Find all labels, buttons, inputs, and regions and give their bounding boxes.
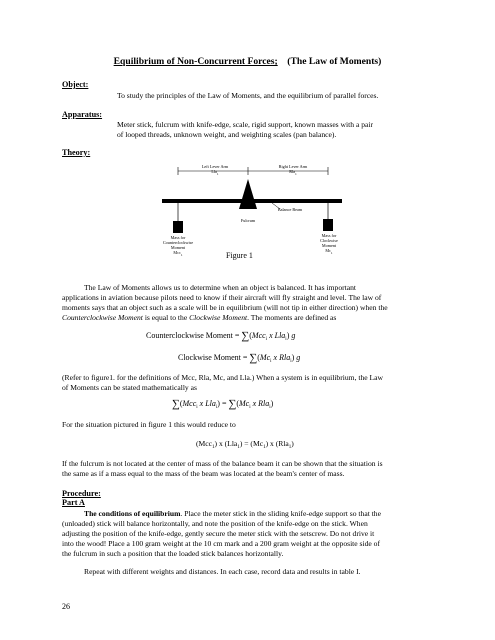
procedure-paragraph-1-line-5: the fulcrum in such a position that the loaded stick balances horizontally.: [62, 549, 284, 558]
procedure-paragraph-1-line-4: into the wood! Place a 100 gram weight at the 10 cm mark and a 200 gram weight at the opposite side of: [62, 539, 381, 548]
equation-clockwise-moment: Clockwise Moment = $\sum(Mc_i$ x Rla$_i$) g: [178, 352, 301, 364]
procedure-paragraph-1-line-1: The conditions of equilibrium. Place the meter stick in the sliding knife-edge support so that the: [84, 509, 381, 518]
theory-paragraph-2-line-1: (Refer to figure1. for the definitions of Mcc, Rla, Mc, and Lla.) When a system is in equilibrium, the Law: [62, 373, 384, 382]
fulcrum-label: Fulcrum: [240, 218, 256, 223]
apparatus-line-2: of looped threads, unknown weight, and weighting scales (pan balance).: [117, 130, 337, 139]
counterclockwise-mass-label: Mass for Counterclockwise Moment Mcc$_1$: [162, 235, 194, 257]
page-number: 26: [62, 602, 70, 611]
title-sub: (The Law of Moments): [287, 56, 382, 67]
equation-law-of-moments: ∑(Mcc$_i$ x $Lla_i) = \sum(Mc_i$ x Rla$_i$): [172, 398, 274, 410]
theory-paragraph-1-line-2: applications in aviation because pilots need to know if their aircraft will fly straight and level. The law of: [62, 293, 382, 302]
left-lever-arm-label: Left Lever Arm Lla$_1$: [201, 164, 229, 176]
fulcrum-triangle: [239, 179, 257, 209]
title-main: Equilibrium of Non-Concurrent Forces;: [113, 56, 278, 67]
equation-figure-case: (Mcc$_1$) x $(Lla_1) = (Mc_1)$ x (Rla$_1$): [196, 439, 294, 450]
figure-caption: Figure 1: [226, 251, 253, 260]
page-title: [0, 56, 495, 67]
apparatus-line-1: Meter stick, fulcrum with knife-edge, scale, rigid support, known masses with a pair: [117, 120, 374, 129]
theory-paragraph-4-line-1: If the fulcrum is not located at the center of mass of the balance beam it can be shown that the situation is: [62, 459, 383, 468]
procedure-paragraph-1-line-3: adjusting the position of the knife-edge, gently secure the meter stick with the setscrew. Do not drive it: [62, 529, 375, 538]
object-heading: Object:: [62, 80, 89, 89]
procedure-heading: Procedure:: [62, 489, 101, 498]
theory-paragraph-4-line-2: the same as if a mass equal to the mass of the beam was located at the beam's center of mass.: [62, 469, 345, 478]
procedure-paragraph-1-line-2: (unloaded) stick will balance horizontally, and note the position of the knife-edge on the stick. When: [62, 519, 368, 528]
right-lever-arm-label: Right Lever Arm Rla$_1$: [278, 164, 308, 176]
apparatus-heading: Apparatus:: [62, 110, 103, 119]
balance-beam-label: Balance Beam: [277, 207, 303, 212]
left-mass-block: [173, 221, 183, 233]
theory-heading: Theory:: [62, 148, 91, 157]
object-text: To study the principles of the Law of Moments, and the equilibrium of parallel forces.: [117, 91, 379, 100]
procedure-paragraph-2: Repeat with different weights and distances. In each case, record data and results in table I.: [84, 567, 361, 576]
procedure-part-a: Part A: [62, 498, 85, 507]
theory-paragraph-1-line-4: Counterclockwise Moment is equal to the Clockwise Moment. The moments are defined as: [62, 313, 337, 322]
figure-1: [140, 163, 360, 263]
theory-paragraph-2-line-2: of Moments can be stated mathematically as: [62, 383, 197, 392]
right-mass-block: [323, 219, 333, 231]
equation-counterclockwise-moment: Counterclockwise Moment = ∑(Mcc$_i$ x Lla$_i$) g: [146, 330, 296, 342]
theory-paragraph-3: For the situation pictured in figure 1 this would reduce to: [62, 420, 236, 429]
theory-paragraph-1: The Law of Moments allows us to determine when an object is balanced. It has important: [84, 283, 357, 292]
clockwise-mass-label: Mass for Clockwise Moment $Mc_1$: [320, 233, 338, 255]
theory-paragraph-1-line-3: moments says that an object such as a scale will be in equilibrium (will not tip in either direction) when the: [62, 303, 388, 312]
